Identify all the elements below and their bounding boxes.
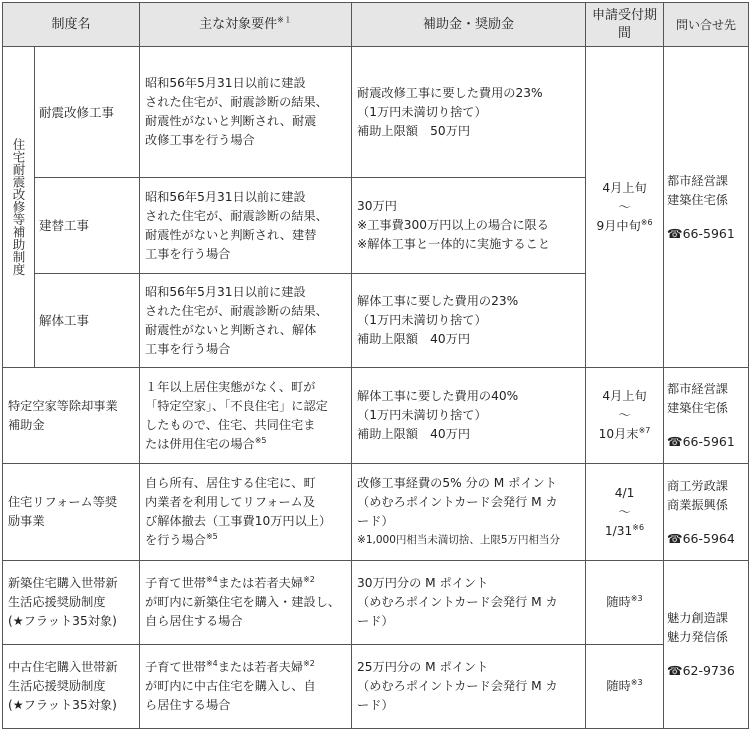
vacant-contact: 都市経営課 建築住宅係 ☎66-5961 bbox=[664, 368, 749, 464]
seismic-req-2: 昭和56年5月31日以前に建設 された住宅が、耐震診断の結果、 耐震性がないと判断され、解体 工事を行う場合 bbox=[140, 274, 352, 368]
newhome-name: 新築住宅購入世帯新 生活応援奨励制度 (★フラット35対象) bbox=[3, 561, 140, 645]
seismic-group-label: 住宅耐震改修等補助制度 bbox=[3, 47, 35, 368]
header-period: 申請受付期間 bbox=[586, 3, 664, 47]
table-row bbox=[3, 368, 749, 464]
newhome-sub: 30万円分の M ポイント （めむろポイントカード会発行 M カ ード） bbox=[352, 561, 586, 645]
newhome-req: 子育て世帯$^{※4}$または若者夫婦$^{※2}$ が町内に新築住宅を購入・建設し、 自ら居住する場合 bbox=[140, 561, 352, 645]
header-row bbox=[3, 3, 749, 47]
usedhome-sub: 25万円分の M ポイント （めむろポイントカード会発行 M カ ード） bbox=[352, 645, 586, 729]
vacant-period: 4月上旬 ～ 10月末$^{※7}$ bbox=[586, 368, 664, 464]
reform-req: 自ら所有、居住する住宅に、町 内業者を利用してリフォーム及 び解体撤去（工事費10万円以上） を行う場合$^{※5}$ bbox=[140, 464, 352, 561]
usedhome-period: 随時$^{※3}$ bbox=[586, 645, 664, 729]
table-row bbox=[3, 464, 749, 561]
header-contact: 問い合せ先 bbox=[664, 3, 749, 47]
seismic-sub-0: 耐震改修工事に要した費用の23% （1万円未満切り捨て） 補助上限額 50万円 bbox=[352, 47, 586, 178]
subsidy-table bbox=[2, 2, 749, 729]
seismic-sub-2: 解体工事に要した費用の23% （1万円未満切り捨て） 補助上限額 40万円 bbox=[352, 274, 586, 368]
header-subsidy: 補助金・奨励金 bbox=[352, 3, 586, 47]
seismic-name-2: 解体工事 bbox=[35, 274, 140, 368]
seismic-contact: 都市経営課 建築住宅係 ☎66-5961 bbox=[664, 47, 749, 368]
table-row bbox=[3, 645, 749, 729]
seismic-name-1: 建替工事 bbox=[35, 178, 140, 274]
usedhome-req: 子育て世帯$^{※4}$または若者夫婦$^{※2}$ が町内に中古住宅を購入し、自 ら居住する場合 bbox=[140, 645, 352, 729]
vacant-name: 特定空家等除却事業 補助金 bbox=[3, 368, 140, 464]
seismic-name-0: 耐震改修工事 bbox=[35, 47, 140, 178]
reform-contact: 商工労政課 商業振興係 ☎66-5964 bbox=[664, 464, 749, 561]
newhome-period: 随時$^{※3}$ bbox=[586, 561, 664, 645]
reform-sub: 改修工事経費の5% 分の M ポイント （めむろポイントカード会発行 M カ ード） ※1,000円相当未満切捨、上限5万円相当分 bbox=[352, 464, 586, 561]
vacant-sub: 解体工事に要した費用の40% （1万円未満切り捨て） 補助上限額 40万円 bbox=[352, 368, 586, 464]
usedhome-name: 中古住宅購入世帯新 生活応援奨励制度 (★フラット35対象) bbox=[3, 645, 140, 729]
table-row bbox=[3, 47, 749, 178]
vacant-req: １年以上居住実態がなく、町が 「特定空家」、「不良住宅」に認定 したもので、住宅、共同住宅ま たは併用住宅の場合$^{※5}$ bbox=[140, 368, 352, 464]
reform-name: 住宅リフォーム等奨 励事業 bbox=[3, 464, 140, 561]
header-name: 制度名 bbox=[3, 3, 140, 47]
reform-period: 4/1 ～ 1/31$^{※6}$ bbox=[586, 464, 664, 561]
seismic-period: 4月上旬 ～ 9月中旬$^{※6}$ bbox=[586, 47, 664, 368]
seismic-req-0: 昭和56年5月31日以前に建設 された住宅が、耐震診断の結果、 耐震性がないと判断され、耐震 改修工事を行う場合 bbox=[140, 47, 352, 178]
seismic-sub-1: 30万円 ※工事費300万円以上の場合に限る ※解体工事と一体的に実施すること bbox=[352, 178, 586, 274]
table-row bbox=[3, 561, 749, 645]
header-requirements: 主な対象要件$^{※1}$ bbox=[140, 3, 352, 47]
home-contact: 魅力創造課 魅力発信係 ☎62-9736 bbox=[664, 561, 749, 729]
seismic-req-1: 昭和56年5月31日以前に建設 された住宅が、耐震診断の結果、 耐震性がないと判断され、建替 工事を行う場合 bbox=[140, 178, 352, 274]
